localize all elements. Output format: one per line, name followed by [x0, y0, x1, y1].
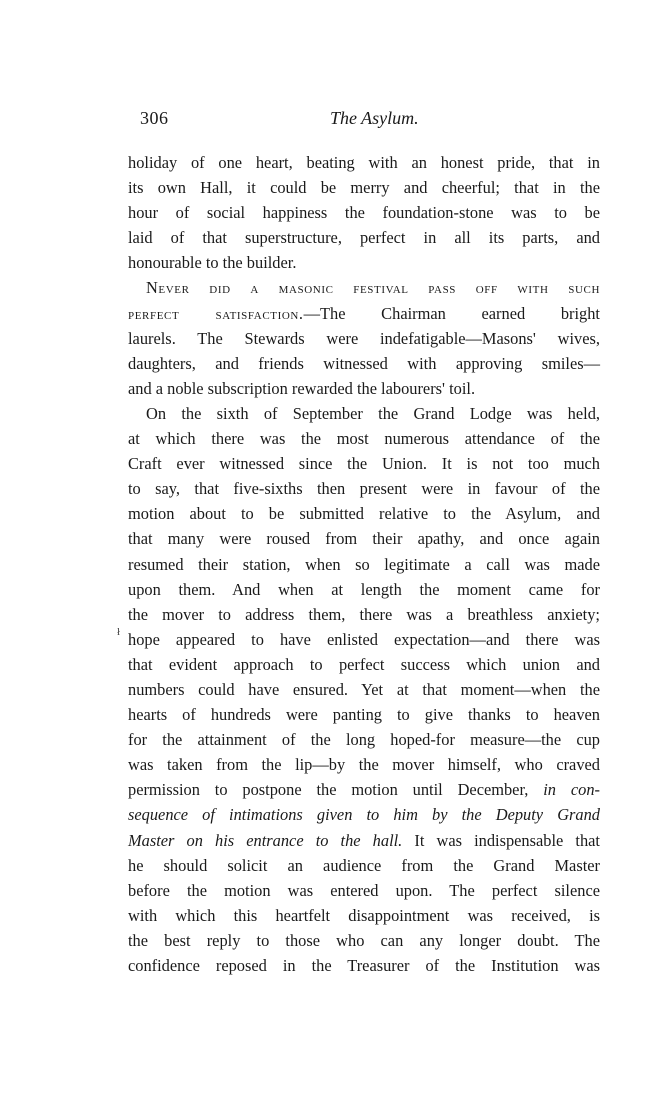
text-line: for the attainment of the long hoped-for measure—the cup	[128, 730, 600, 750]
text-line: numbers could have ensured. Yet at that moment—when the	[128, 679, 600, 699]
text-line: to say, that five-sixths then present were in favour of the	[128, 479, 600, 499]
running-head	[140, 108, 602, 136]
italic-run: Master on his entrance to the hall.	[128, 830, 403, 850]
text-line: resumed their station, when so legitimate a call was made	[128, 554, 600, 574]
text-line: that many were roused from their apathy, and once again	[128, 529, 600, 549]
text-line: hour of social happiness the foundation-stone was to be	[128, 203, 600, 223]
text-line: the mover to address them, there was a breathless anxiety;	[128, 604, 600, 624]
text-line: sequence of intimations given to him by the Deputy Grand	[128, 805, 600, 825]
text-line: he should solicit an audience from the Grand Master	[128, 855, 600, 875]
text-run: permission to postpone the motion until December,	[128, 780, 529, 800]
italic-run: in con-	[543, 780, 600, 800]
text-line: confidence reposed in the Treasurer of the Institution was	[128, 956, 600, 975]
text-line: motion about to be submitted relative to the Asylum, and	[128, 504, 600, 524]
text-line: its own Hall, it could be merry and cheerful; that in the	[128, 178, 600, 198]
text-line: and a noble subscription rewarded the labourers' toil.	[128, 378, 476, 398]
section-heading-part2: perfect satisfaction.	[128, 303, 304, 323]
text-line: laid of that superstructure, perfect in all its parts, and	[128, 228, 600, 248]
text-line	[128, 301, 600, 326]
body-text	[128, 150, 600, 978]
section-heading-part1: Never did a masonic festival pass off with such	[146, 278, 600, 298]
text-line: hope appeared to have enlisted expectation—and there was	[128, 629, 600, 649]
text-line	[128, 777, 600, 802]
text-line	[128, 828, 600, 853]
text-line: daughters, and friends witnessed with approving smiles—	[128, 353, 600, 373]
text-line: before the motion was entered upon. The perfect silence	[128, 880, 600, 900]
text-line: Craft ever witnessed since the Union. It is not too much	[128, 454, 600, 474]
page-number: 306	[140, 108, 169, 128]
running-title: The Asylum.	[330, 108, 419, 128]
text-run: —The Chairman earned bright	[303, 303, 600, 323]
text-line: with which this heartfelt disappointment was received, is	[128, 905, 600, 925]
text-line: the best reply to those who can any longer doubt. The	[128, 930, 600, 950]
text-line: honourable to the builder.	[128, 253, 297, 273]
text-line	[128, 275, 600, 300]
text-line: holiday of one heart, beating with an honest pride, that in	[128, 153, 600, 172]
margin-mark: ł	[117, 626, 121, 638]
text-run: It was indispensable that	[402, 830, 600, 850]
text-line: upon them. And when at length the moment came for	[128, 579, 600, 599]
text-line: at which there was the most numerous attendance of the	[128, 429, 600, 449]
text-line: hearts of hundreds were panting to give thanks to heaven	[128, 705, 600, 725]
text-line: On the sixth of September the Grand Lodge was held,	[146, 403, 600, 423]
text-line: that evident approach to perfect success which union and	[128, 654, 600, 674]
text-line: was taken from the lip—by the mover himself, who craved	[128, 755, 600, 775]
text-line: laurels. The Stewards were indefatigable—Masons' wives,	[128, 328, 600, 348]
